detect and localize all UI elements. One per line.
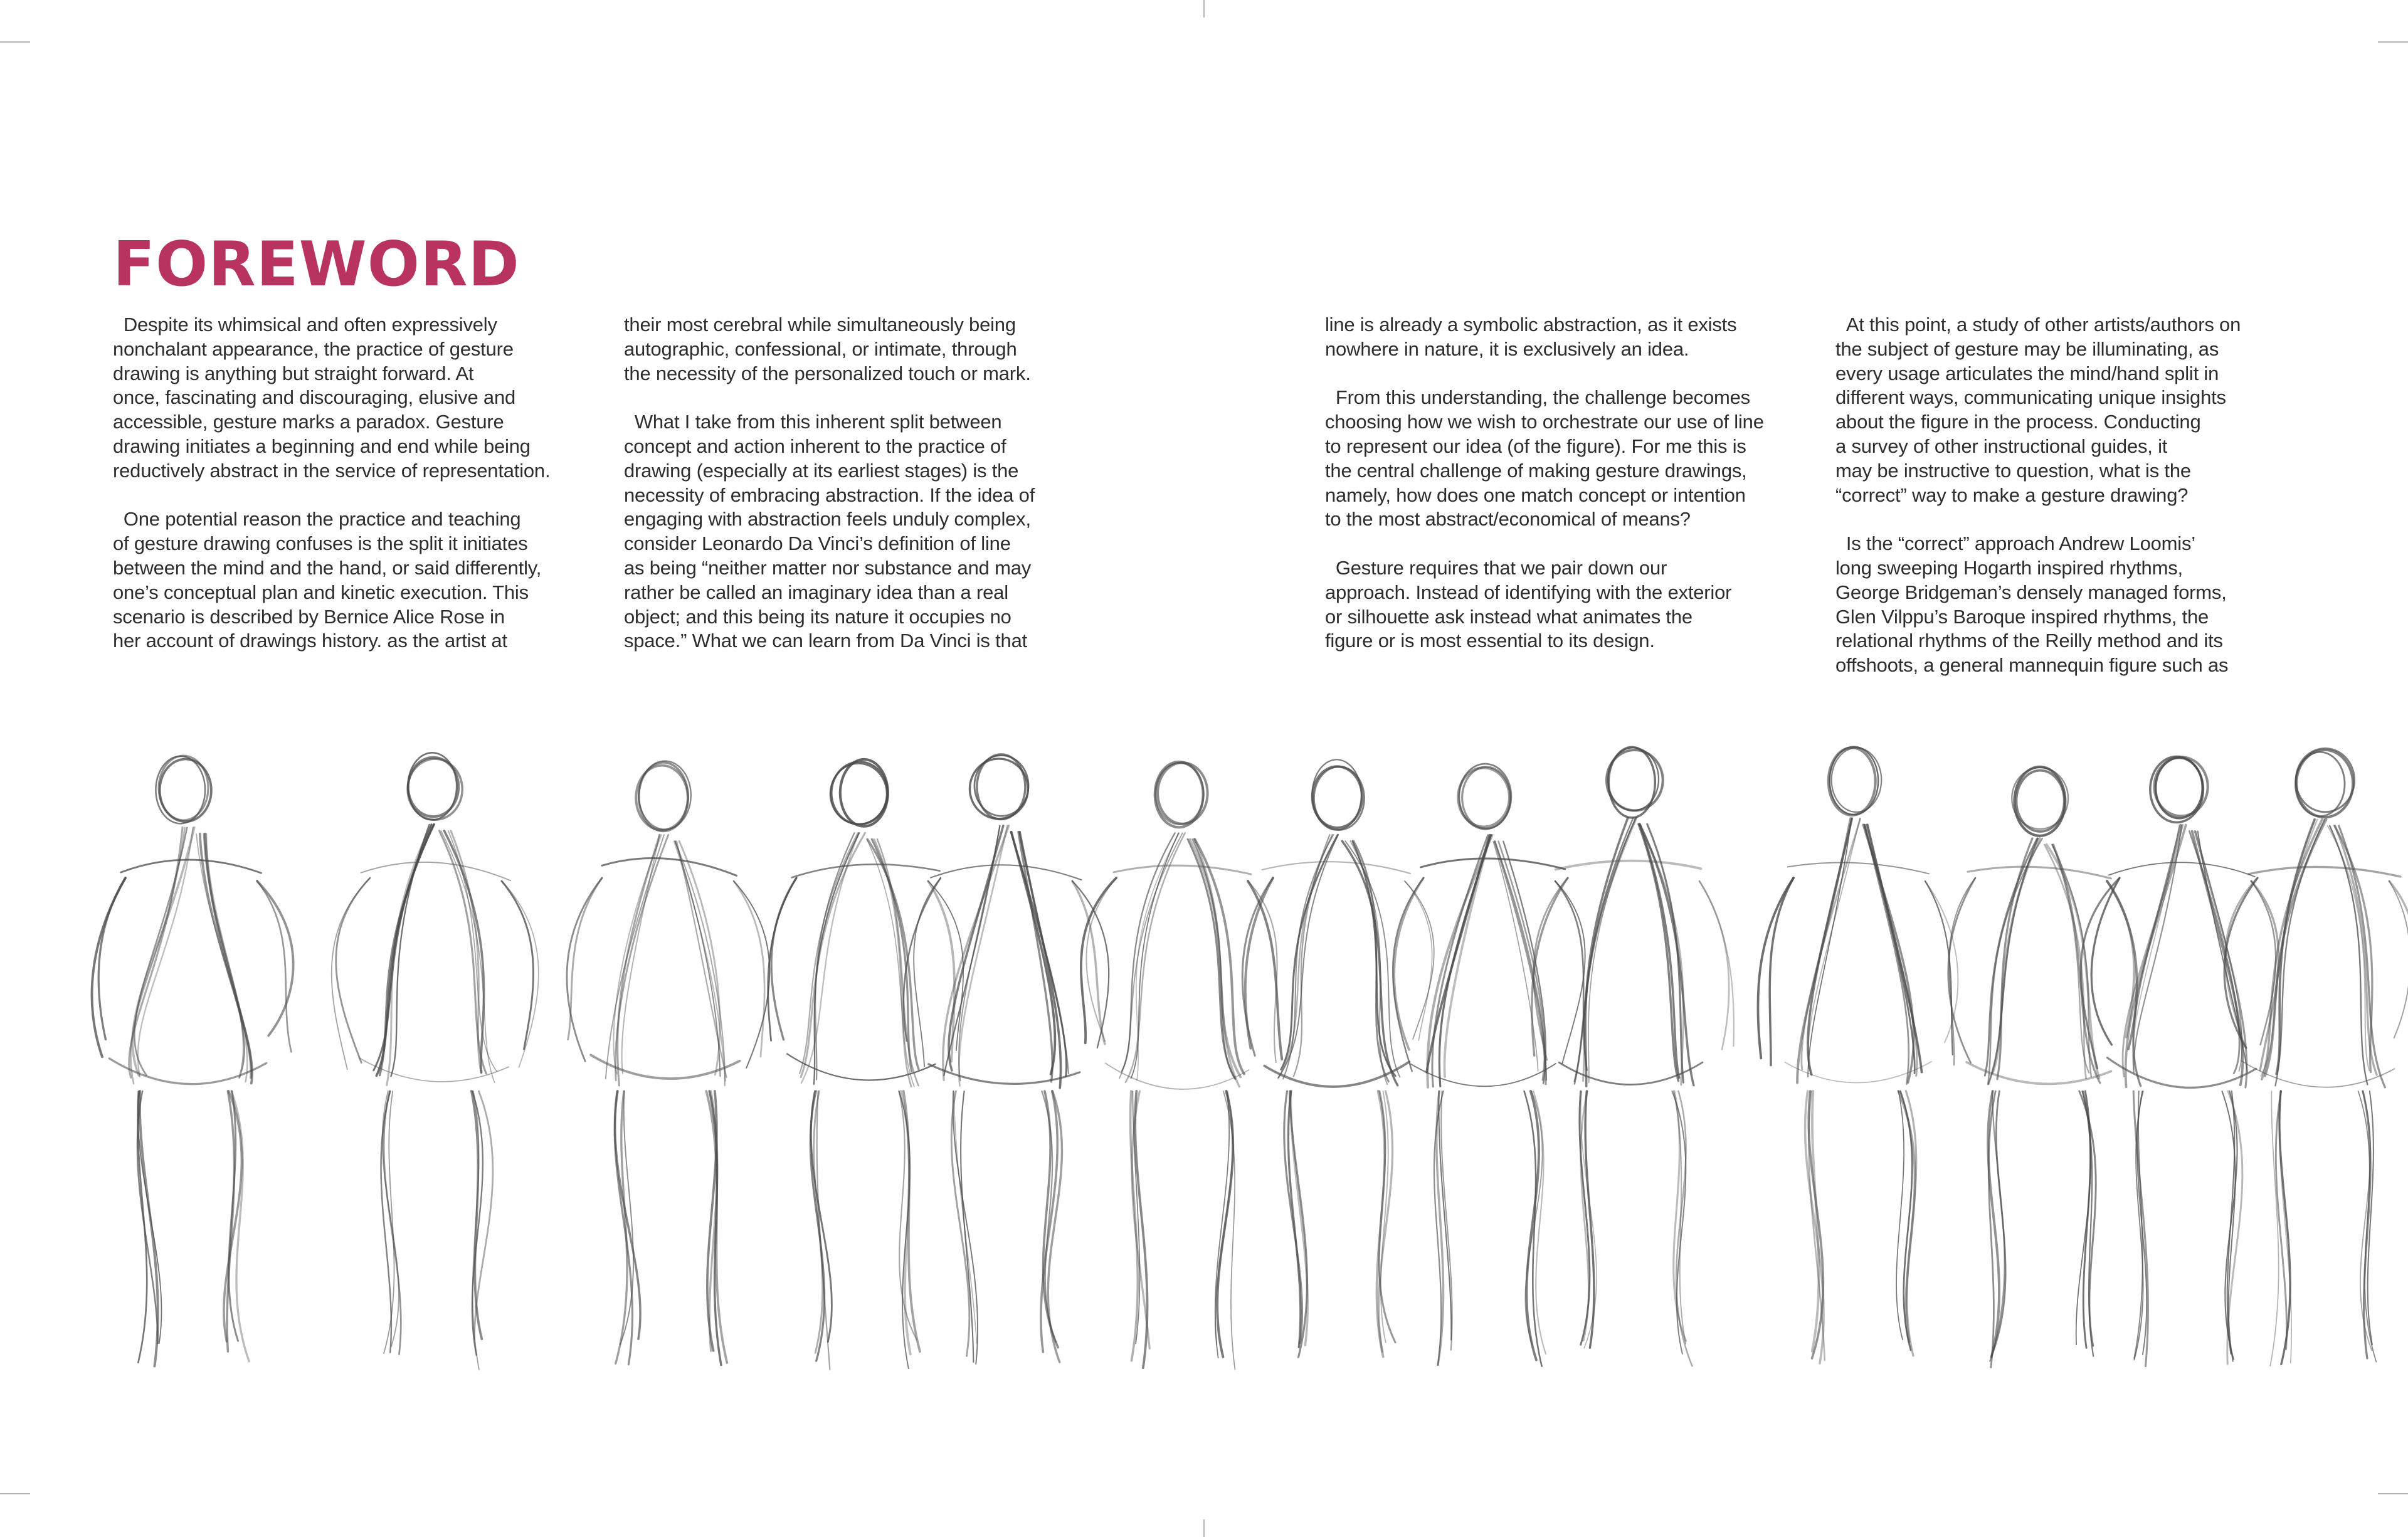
gesture-figure <box>567 761 769 1365</box>
paragraph: One potential reason the practice and teaching of gesture drawing confuses is the split it initiates between the mind and the hand, or said differently, one’s conceptual plan and kinetic execution. This scenario is described by Bernice Alice Rose in her account of drawings history. as the artist at <box>113 508 542 652</box>
crop-mark <box>2378 41 2408 43</box>
text-column-2 <box>624 313 1088 653</box>
gesture-figure <box>768 759 963 1370</box>
crop-mark <box>1203 0 1205 18</box>
text-column-4 <box>1835 313 2300 678</box>
paragraph: Despite its whimsical and often expressively nonchalant appearance, the practice of gesture drawing is anything but straight forward. At once, fascinating and discouraging, elusive and accessible, gesture marks a paradox. Gesture drawing initiates a beginning and end while being reductively abstract in the service of representation. <box>113 314 551 482</box>
paragraph: Is the “correct” approach Andrew Loomis’ long sweeping Hogarth inspired rhythms, George Bridgeman’s densely managed forms, Glen Vilppu’s Baroque inspired rhythms, the relational rhythms of the Reilly method and its offshoots, a general mannequin figure such as <box>1835 532 2229 677</box>
gesture-figure <box>2224 748 2408 1366</box>
gesture-figure <box>1242 759 1434 1357</box>
gesture-figure <box>1948 767 2137 1368</box>
crop-mark <box>1203 1519 1205 1537</box>
gesture-figure <box>332 753 539 1370</box>
gesture-figures-illustration <box>0 727 2408 1417</box>
gesture-sketches <box>0 727 2408 1417</box>
text-column-3 <box>1325 313 1789 653</box>
crop-mark <box>2378 1493 2408 1494</box>
gesture-figure <box>1081 762 1282 1370</box>
gesture-figure <box>2081 756 2278 1366</box>
paragraph: their most cerebral while simultaneously being autographic, confessional, or intimate, through the necessity of the personalized touch or mark. <box>624 314 1031 384</box>
gesture-figure <box>1532 747 1734 1366</box>
gesture-figure <box>92 756 293 1366</box>
crop-mark <box>0 41 30 43</box>
gesture-figure <box>904 754 1109 1364</box>
gesture-figure <box>1393 764 1587 1366</box>
paragraph: From this understanding, the challenge becomes choosing how we wish to orchestrate our use of line to represent our idea (of the figure). For me this is the central challenge of making gesture drawings, namely, how does one match concept or intention to the most abstract/economical of means? <box>1325 386 1764 531</box>
crop-mark <box>0 1493 30 1494</box>
paragraph: At this point, a study of other artists/authors on the subject of gesture may be illuminating, as every usage articulates the mind/hand split in different ways, communicating unique insights about the figure in the process. Conducting a survey of other instructional guides, it may be instructive to question, what is the “correct” way to make a gesture drawing? <box>1835 314 2241 506</box>
paragraph: Gesture requires that we pair down our approach. Instead of identifying with the exterior or silhouette ask instead what animates the figure or is most essential to its design. <box>1325 556 1732 652</box>
paragraph: line is already a symbolic abstraction, as it exists nowhere in nature, it is exclusively an idea. <box>1325 314 1737 360</box>
gesture-figure <box>1758 747 1958 1363</box>
page-title: FOREWORD <box>113 229 520 300</box>
text-column-1 <box>113 313 577 653</box>
paragraph: What I take from this inherent split between concept and action inherent to the practice of drawing (especially at its earliest stages) is the necessity of embracing abstraction. If the idea of engaging with abstraction feels unduly complex, consider Leonardo Da Vinci’s definition of line as being “neither matter nor substance and may rather be called an imaginary idea than a real object; and this being its nature it occupies no space.” What we can learn from Da Vinci is that <box>624 411 1035 652</box>
